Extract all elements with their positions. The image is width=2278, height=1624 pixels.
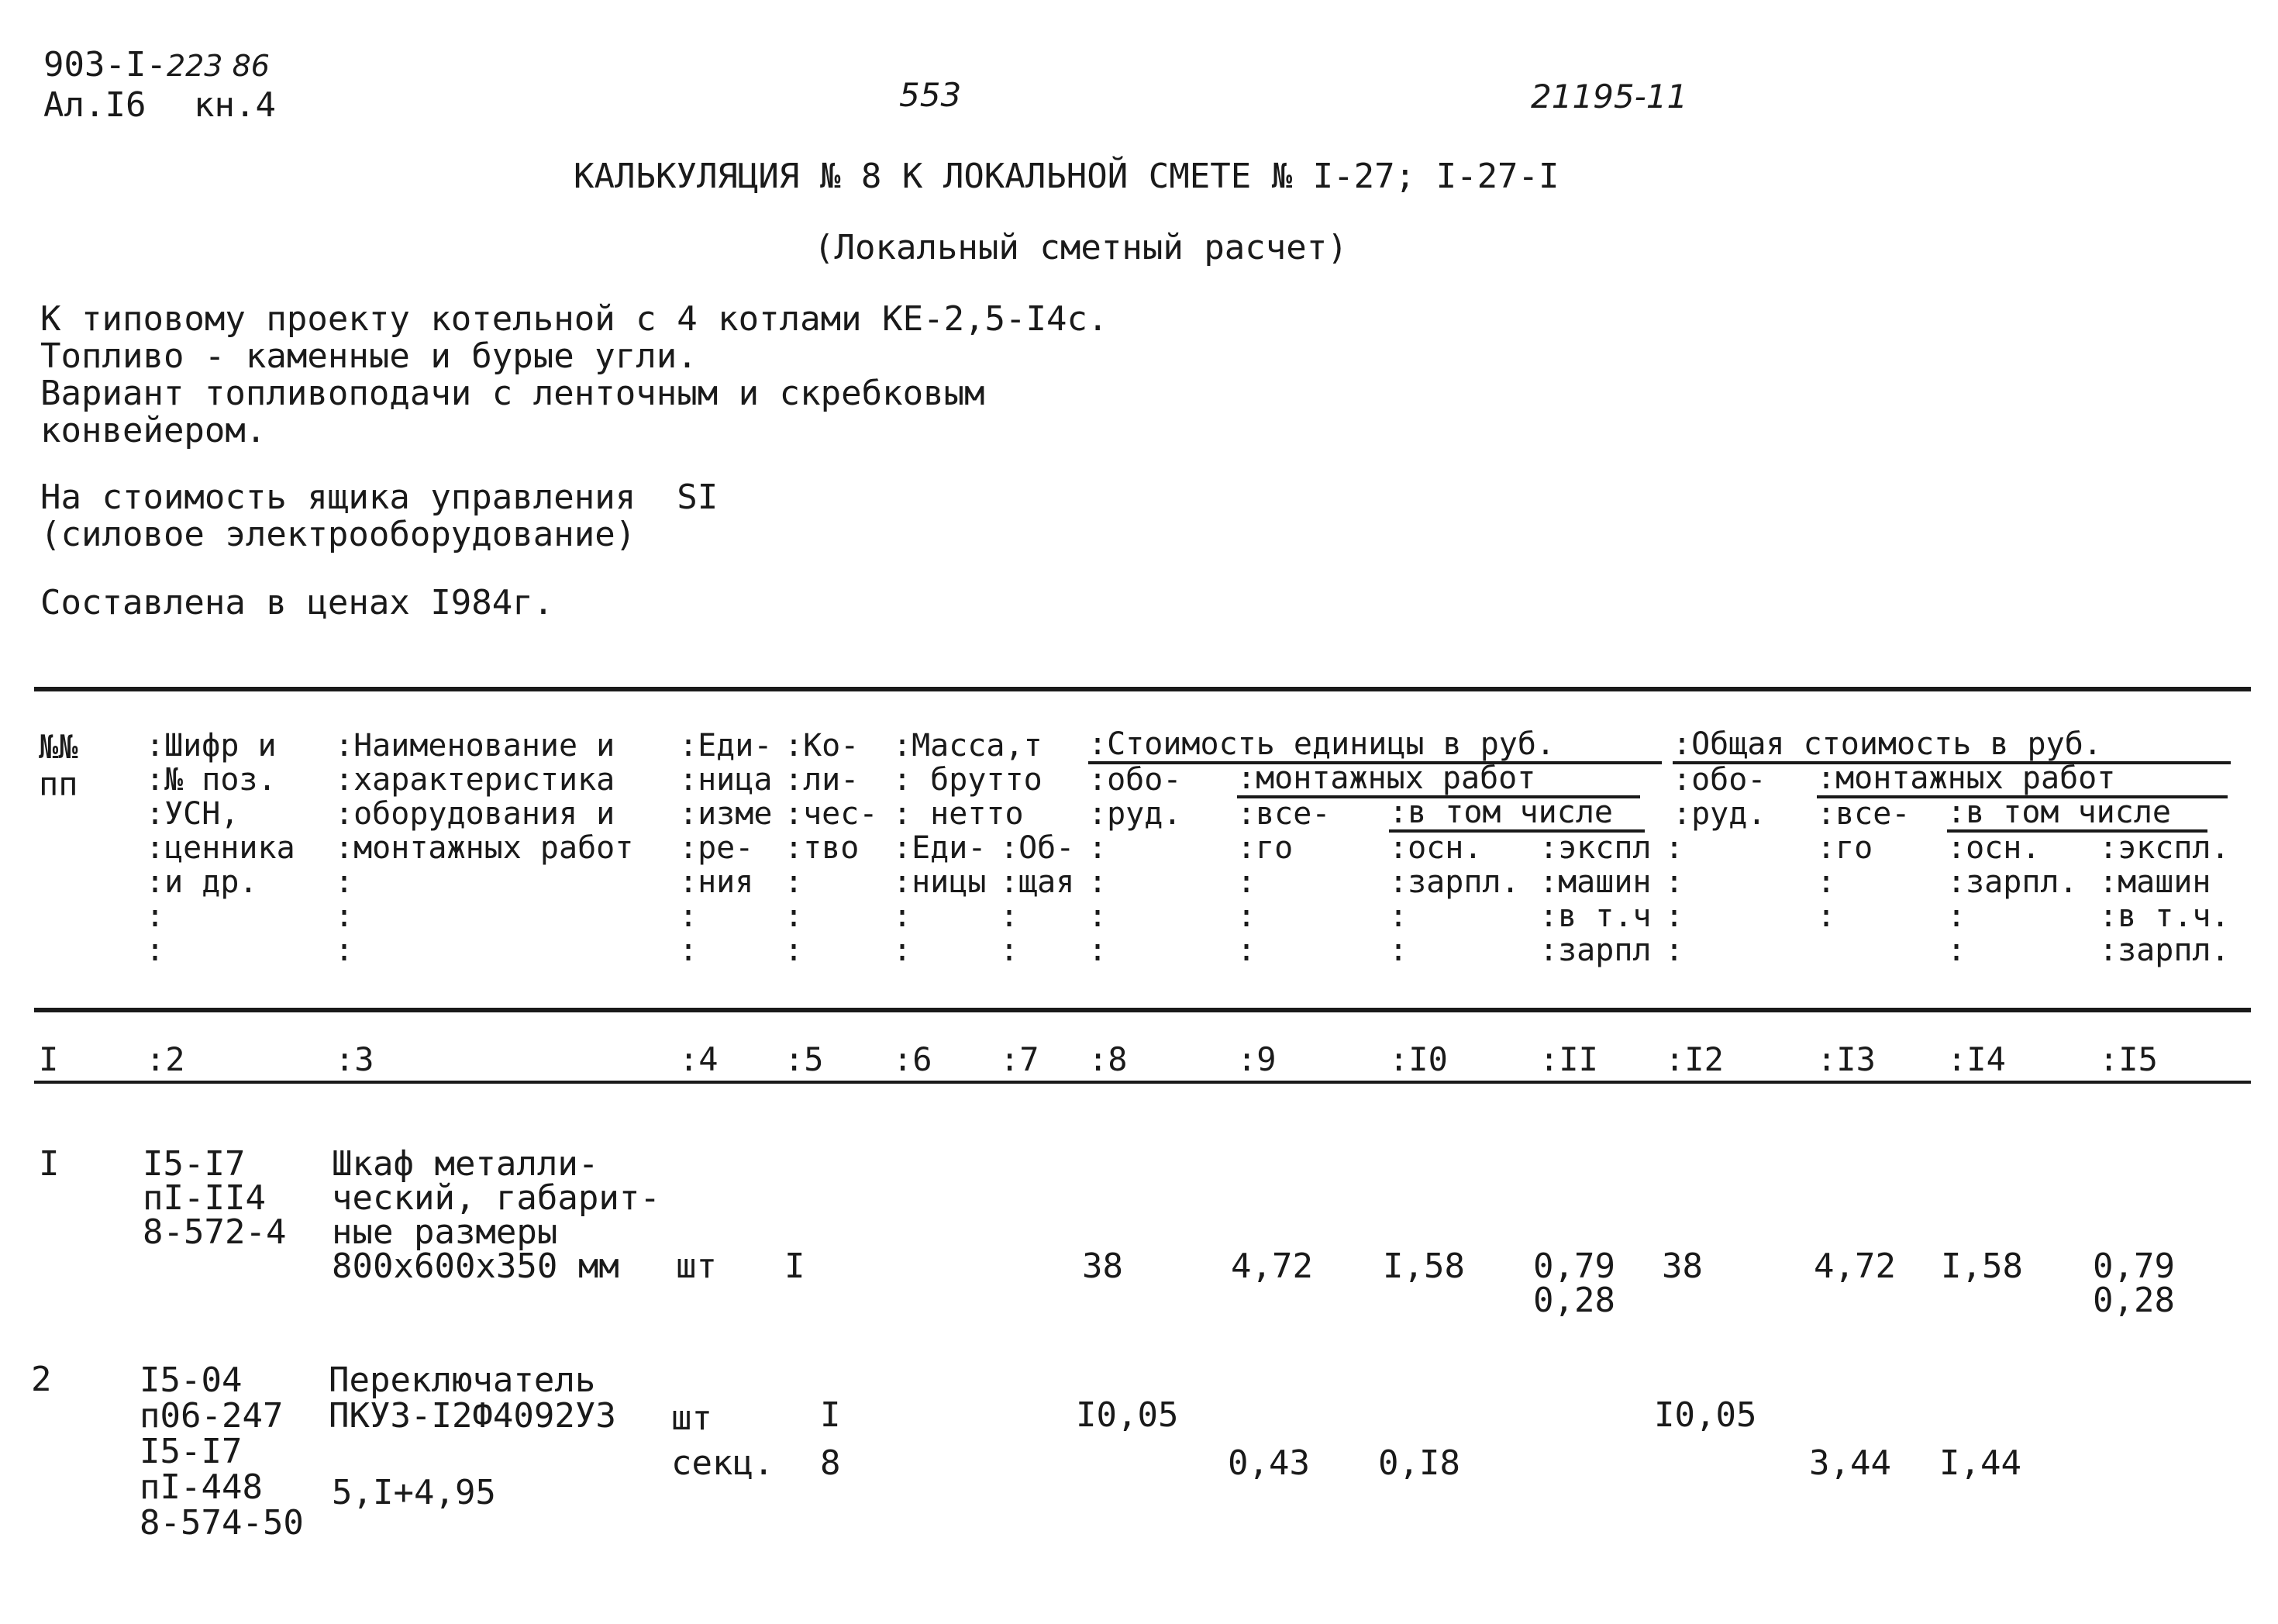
column-number: :7 — [1000, 1040, 1039, 1078]
row-unit: шт — [671, 1398, 712, 1438]
series-code: 903-I-223 86 — [43, 45, 270, 84]
column-header-unit-wage: :осн. :зарпл. : : — [1389, 830, 1520, 968]
row-name: Шкаф металли- ческий, габарит- ные размеры 800x600x350 мм — [332, 1144, 660, 1286]
column-number: :I4 — [1947, 1040, 2006, 1078]
row-total-wage: I,58 — [1941, 1246, 2023, 1286]
table-top-rule — [34, 687, 2251, 691]
row-total-mach: 0,79 0,28 — [2093, 1246, 2175, 1320]
column-number: :I5 — [2099, 1040, 2158, 1078]
column-number: :3 — [335, 1040, 374, 1078]
column-header-total-wage: :осн. :зарпл. : : — [1947, 830, 2078, 968]
column-header-mass: :Масса,т : брутто : нетто :Еди- :ницы : : — [893, 728, 1043, 968]
row-total-all: 4,72 — [1814, 1246, 1896, 1286]
column-number: :I0 — [1389, 1040, 1448, 1078]
book-label: кн.4 — [194, 85, 276, 125]
row-unit-mach: 0,79 0,28 — [1533, 1246, 1615, 1320]
column-header-unit: :Еди- :ница :изме :ре- :ния : : — [679, 728, 773, 968]
row-unit-all: 0,43 — [1228, 1443, 1310, 1483]
row-total-all: 3,44 — [1809, 1443, 1891, 1483]
row-name-extra: 5,I+4,95 — [332, 1473, 496, 1512]
column-header-code: :Шифр и :№ поз. :УСН, :ценника :и др. : : — [146, 728, 295, 968]
column-number: :I2 — [1665, 1040, 1724, 1078]
row-code: I5-04 п06-247 I5-I7 пI-448 8-574-50 — [140, 1360, 304, 1543]
column-number: I — [39, 1040, 59, 1078]
row-unit-wage: I,58 — [1383, 1246, 1465, 1286]
total-mount-header: :монтажных работ — [1817, 763, 2228, 798]
column-numbers-rule — [34, 1081, 2251, 1084]
page-title: КАЛЬКУЛЯЦИЯ № 8 К ЛОКАЛЬНОЙ СМЕТЕ № I-27; I-27-I — [574, 157, 1559, 196]
column-header-name: :Наименование и :характеристика :оборудования и :монтажных работ : : : — [335, 728, 634, 968]
total-cost-header: :Общая стоимость в руб. — [1673, 729, 2231, 764]
row-qty: I — [784, 1246, 805, 1286]
column-number: :4 — [679, 1040, 719, 1078]
intro-line: Топливо - каменные и бурые угли. — [40, 336, 698, 376]
column-number: :5 — [784, 1040, 824, 1078]
column-header-num: №№ пп — [39, 728, 78, 803]
row-unit: шт — [676, 1246, 717, 1286]
prices-line: Составлена в ценах I984г. — [40, 583, 554, 622]
cost-for-line: На стоимость ящика управления SI — [40, 478, 719, 517]
column-number: :II — [1539, 1040, 1598, 1078]
total-incl-header: :в том числе — [1947, 797, 2207, 833]
row-qty: 8 — [820, 1443, 841, 1483]
row-unit-equip: I0,05 — [1076, 1395, 1179, 1435]
row-unit-wage: 0,I8 — [1378, 1443, 1460, 1483]
cost-for-line: (силовое электрооборудование) — [40, 515, 636, 554]
column-header-total-mach: :экспл. :машин :в т.ч. :зарпл. — [2099, 830, 2230, 968]
column-number: :9 — [1237, 1040, 1277, 1078]
column-header-unit-all: :все- :го : : : — [1237, 796, 1331, 968]
intro-line: Вариант топливоподачи с ленточным и скребковым — [40, 374, 985, 413]
column-header-unit-mach: :экспл :машин :в т.ч :зарпл — [1539, 830, 1652, 968]
column-header-mass-total: :Об- :щая : : — [1000, 830, 1075, 968]
row-total-equip: I0,05 — [1654, 1395, 1757, 1435]
column-header-total-equip: :обо- :руд. — [1673, 762, 1766, 832]
column-colon-divider: : : : : — [1665, 830, 1684, 968]
column-number: :2 — [146, 1040, 185, 1078]
row-unit-equip: 38 — [1082, 1246, 1123, 1286]
row-total-equip: 38 — [1662, 1246, 1703, 1286]
page-subtitle: (Локальный сметный расчет) — [814, 228, 1348, 267]
unit-mount-header: :монтажных работ — [1237, 763, 1640, 798]
unit-incl-header: :в том числе — [1389, 797, 1645, 833]
document-code: 21195-11 — [1531, 78, 1688, 116]
column-number: :6 — [893, 1040, 932, 1078]
intro-line: конвейером. — [40, 411, 267, 450]
row-number: 2 — [31, 1360, 52, 1399]
column-header-qty: :Ко- :ли- :чес- :тво : : : — [784, 728, 878, 968]
row-qty: I — [820, 1395, 841, 1435]
row-total-wage: I,44 — [1939, 1443, 2021, 1483]
series-handwritten: 223 86 — [166, 49, 270, 83]
page-number: 553 — [899, 76, 962, 114]
column-number: :I3 — [1817, 1040, 1876, 1078]
table-header-rule — [34, 1008, 2251, 1012]
column-header-unit-equip: :обо- :руд. : : : : — [1088, 762, 1182, 968]
column-header-total-all: :все- :го : : — [1817, 796, 1911, 934]
column-number: :8 — [1088, 1040, 1128, 1078]
row-unit-all: 4,72 — [1231, 1246, 1313, 1286]
intro-line: К типовому проекту котельной с 4 котлами КЕ-2,5-I4с. — [40, 299, 1108, 339]
row-number: I — [39, 1144, 60, 1184]
row-unit: секц. — [671, 1443, 774, 1483]
unit-cost-header: :Стоимость единицы в руб. — [1088, 729, 1662, 764]
album-label: Ал.I6 — [43, 85, 146, 125]
row-code: I5-I7 пI-II4 8-572-4 — [143, 1144, 287, 1252]
row-name: Переключатель ПКУ3-I2Ф4092У3 — [329, 1360, 616, 1436]
